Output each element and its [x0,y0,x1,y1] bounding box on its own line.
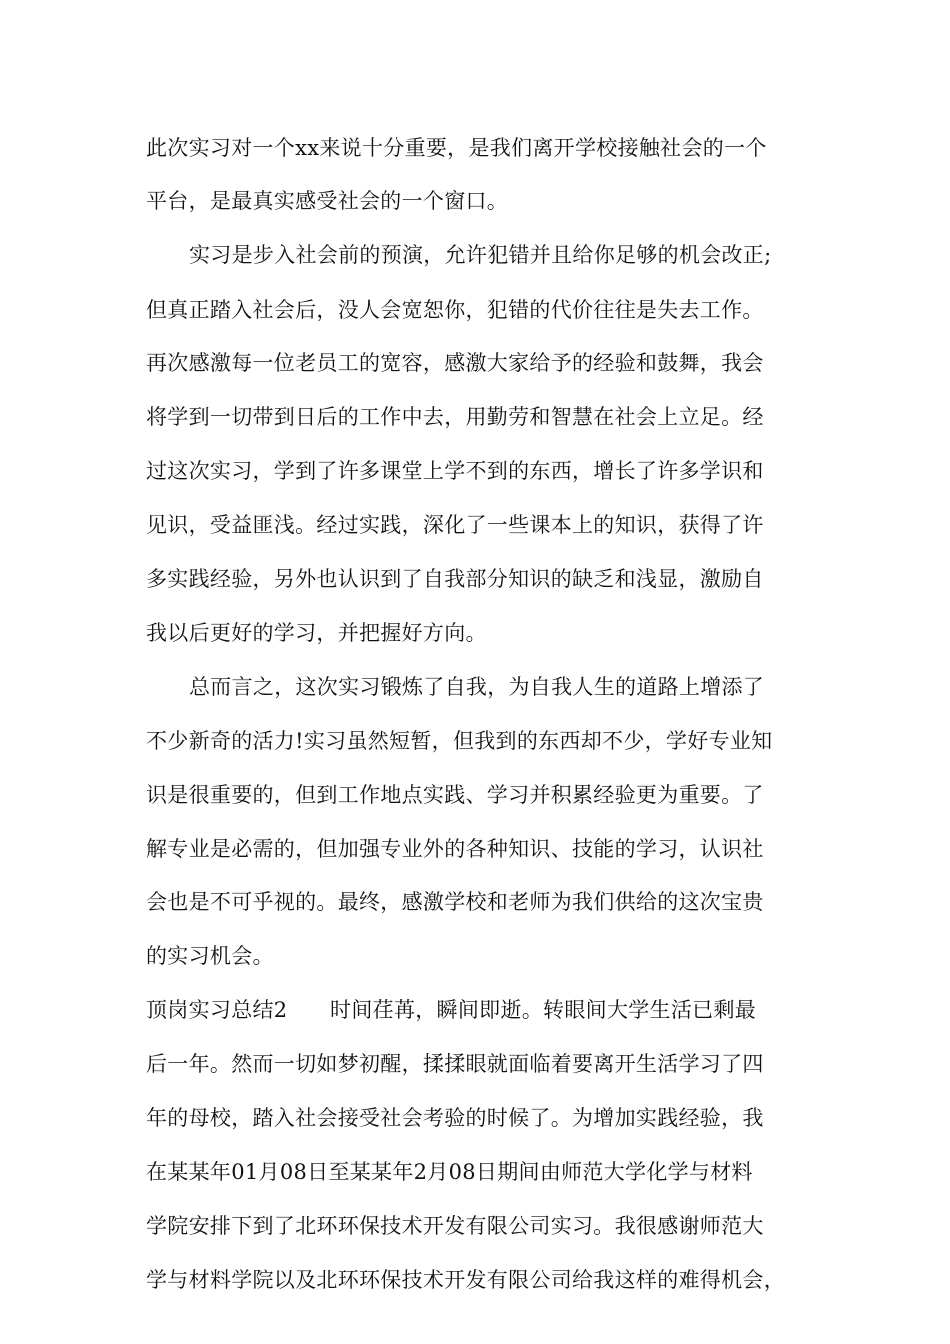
text-line: 在某某年01月08日至某某年2月08日期间由师范大学化学与材料 [146,1160,753,1184]
text-line: 的实习机会。 [146,944,274,968]
text-line: 学与材料学院以及北环环保技术开发有限公司给我这样的难得机会， [146,1268,785,1292]
text-line: 此次实习对一个xx来说十分重要，是我们离开学校接触社会的一个 [146,136,767,160]
text-line: 后一年。然而一切如梦初醒，揉揉眼就面临着要离开生活学习了四 [146,1052,764,1076]
section-heading-line: 顶岗实习总结2 时间荏苒，瞬间即逝。转眼间大学生活已剩最 [146,998,757,1022]
text-line: 学院安排下到了北环环保技术开发有限公司实习。我很感谢师范大 [146,1214,764,1238]
text-line: 再次感激每一位老员工的宽容，感激大家给予的经验和鼓舞，我会 [146,351,764,375]
text-line: 过这次实习，学到了许多课堂上学不到的东西，增长了许多学识和 [146,459,764,483]
text-line: 但真正踏入社会后，没人会宽恕你，犯错的代价往往是失去工作。 [146,298,764,322]
paragraph-first-line: 总而言之，这次实习锻炼了自我，为自我人生的道路上增添了 [189,675,765,699]
text-line: 平台，是最真实感受社会的一个窗口。 [146,189,509,213]
text-line: 我以后更好的学习，并把握好方向。 [146,621,487,645]
text-line: 不少新奇的活力!实习虽然短暂，但我到的东西却不少，学好专业知 [146,729,773,753]
text-line: 将学到一切带到日后的工作中去，用勤劳和智慧在社会上立足。经 [146,405,764,429]
text-line: 见识，受益匪浅。经过实践，深化了一些课本上的知识，获得了许 [146,513,764,537]
paragraph-first-line: 实习是步入社会前的预演，允许犯错并且给你足够的机会改正; [189,243,772,267]
text-line: 识是很重要的，但到工作地点实践、学习并积累经验更为重要。了 [146,783,764,807]
text-line: 解专业是必需的，但加强专业外的各种知识、技能的学习，认识社 [146,837,764,861]
text-line: 多实践经验，另外也认识到了自我部分知识的缺乏和浅显，激励自 [146,567,764,591]
text-line: 年的母校，踏入社会接受社会考验的时候了。为增加实践经验，我 [146,1106,764,1130]
text-line: 会也是不可乎视的。最终，感激学校和老师为我们供给的这次宝贵 [146,890,764,914]
